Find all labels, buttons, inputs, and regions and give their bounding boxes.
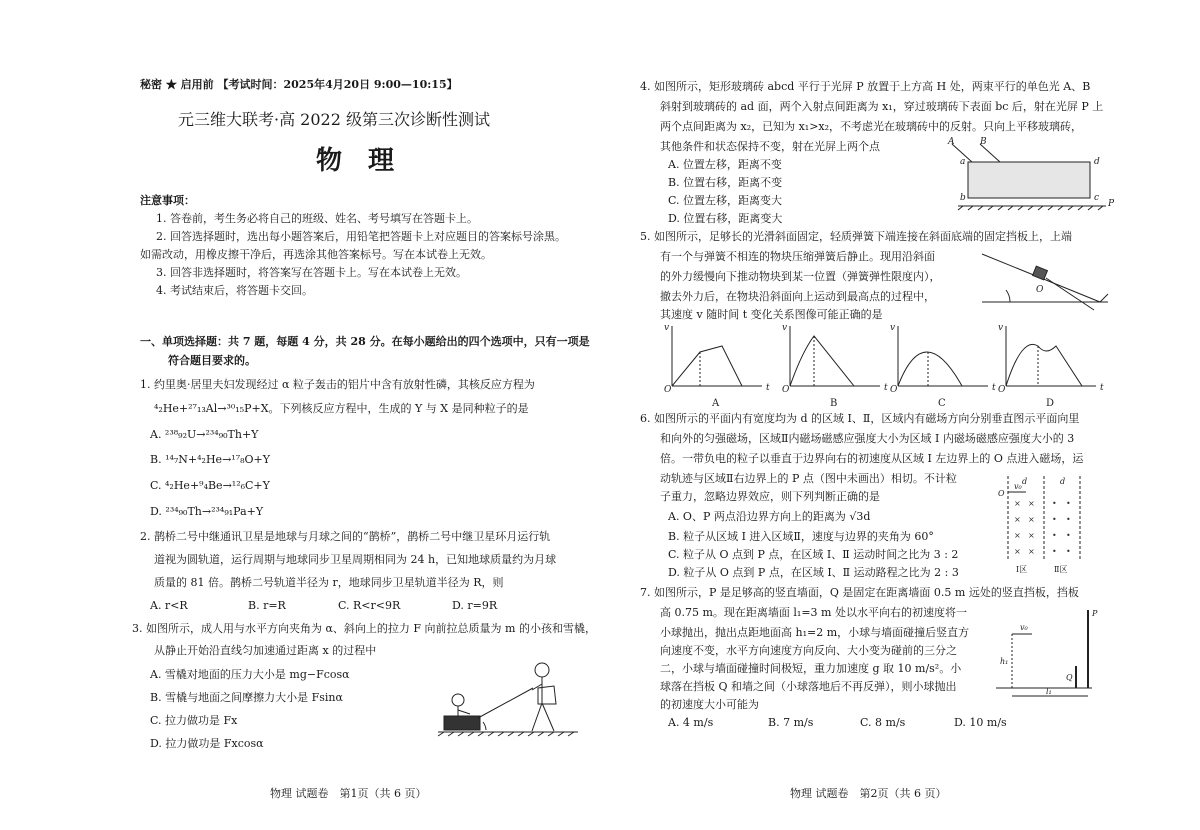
- q7-stem: 向速度不变，水平方向速度方向反向、大小变为碰前的三分之: [660, 644, 957, 657]
- fig-label: Ⅱ区: [1054, 565, 1068, 574]
- fig-label: b: [960, 193, 966, 203]
- fig-label: P: [1108, 199, 1115, 209]
- fig-label: l₁: [1046, 687, 1052, 696]
- graph-label: D: [1046, 398, 1055, 409]
- axis-label: v: [782, 323, 788, 333]
- graph-label: A: [712, 398, 720, 409]
- q2-option: C. R<r<9R: [338, 599, 401, 612]
- q1-option: B. ¹⁴₇N+⁴₂He→¹⁷₈O+Y: [150, 453, 271, 466]
- q1-option: A. ²³⁸₉₂U→²³⁴₉₀Th+Y: [150, 428, 259, 441]
- glass-block-figure: [938, 137, 1118, 216]
- q2-option: B. r=R: [248, 599, 286, 612]
- axis-label: O: [998, 385, 1006, 395]
- svg-text:•: •: [1052, 499, 1057, 508]
- fig-label: d: [1094, 157, 1100, 167]
- fig-label: Ⅰ区: [1016, 565, 1028, 574]
- axis-label: t: [1100, 383, 1104, 393]
- axis-label: v: [890, 323, 896, 333]
- svg-text:×: ×: [1028, 515, 1035, 524]
- notice-item: 1. 答卷前，考生务必将自己的班级、姓名、考号填写在答题卡上。: [156, 212, 478, 225]
- q3-option: A. 雪橇对地面的压力大小是 mg−Fcosα: [150, 668, 350, 681]
- q7-stem: 高 0.75 m。现在距离墙面 l₁=3 m 处以水平向右的初速度将一: [660, 606, 967, 619]
- axis-label: v: [664, 323, 670, 333]
- fig-label: d: [1060, 477, 1066, 486]
- q6-option: B. 粒子从区域 Ⅰ 进入区域Ⅱ，速度与边界的夹角为 60°: [668, 530, 934, 543]
- exam-title: 元三维大联考·高 2022 级第三次诊断性测试: [178, 110, 490, 129]
- svg-text:×: ×: [1014, 515, 1021, 524]
- fig-label: v₀: [1020, 623, 1028, 632]
- svg-text:•: •: [1052, 515, 1057, 524]
- q5-stem: 其速度 v 随时间 t 变化关系图像可能正确的是: [660, 308, 883, 321]
- svg-text:×: ×: [1014, 499, 1021, 508]
- q2-stem: 2. 鹊桥二号中继通讯卫星是地球与月球之间的“鹊桥”，鹊桥二号中继卫星环月运行轨: [140, 530, 551, 543]
- section-heading-cont: 符合题目要求的。: [168, 354, 256, 367]
- q7-stem: 的初速度大小可能为: [660, 698, 759, 711]
- svg-text:•: •: [1066, 531, 1071, 540]
- q2-option: D. r=9R: [452, 599, 498, 612]
- incline-figure: [980, 250, 1110, 310]
- q5-stem: 的外力缓慢向下推动物块到某一位置（弹簧弹性限度内），: [660, 270, 941, 283]
- q4-stem: 其他条件和状态保持不变，射在光屏上两个点: [660, 140, 880, 153]
- q7-stem: 球落在挡板 Q 和墙之间（小球落地后不再反弹），则小球抛出: [660, 680, 957, 693]
- q3-stem: 3. 如图所示，成人用与水平方向夹角为 α、斜向上的拉力 F 向前拉总质量为 m 的小孩和雪橇，: [132, 622, 596, 635]
- q2-option: A. r<R: [150, 599, 188, 612]
- svg-text:×: ×: [1028, 547, 1035, 556]
- q1-option: D. ²³⁴₉₀Th→²³⁴₉₁Pa+Y: [150, 505, 264, 518]
- q3-stem: 从静止开始沿直线匀加速通过距离 x 的过程中: [154, 644, 377, 657]
- fig-label: d: [1022, 477, 1028, 486]
- notice-title: 注意事项：: [140, 194, 195, 207]
- sled-figure: [438, 660, 578, 740]
- q4-stem: 4. 如图所示，矩形玻璃砖 abcd 平行于光屏 P 放置于上方高 H 处，两束平行的单色光 A、B: [640, 80, 1091, 93]
- fig-label: a: [960, 157, 966, 167]
- q7-option: C. 8 m/s: [860, 716, 906, 729]
- q3-option: B. 雪橇与地面之间摩擦力大小是 Fsinα: [150, 691, 343, 704]
- wall-figure: [992, 606, 1102, 702]
- svg-text:•: •: [1052, 547, 1057, 556]
- q6-stem: 6. 如图所示的平面内有宽度均为 d 的区域 Ⅰ、Ⅱ，区域内有磁场方向分别垂直图示平面向里: [640, 412, 1080, 425]
- q4-option: C. 位置左移，距离变大: [668, 194, 783, 207]
- q4-stem: 两个点间距离为 x₂，已知为 x₁>x₂，不考虑光在玻璃砖中的反射。只向上平移玻璃砖，: [660, 120, 1083, 133]
- q5-stem: 有一个与弹簧不相连的物块压缩弹簧后静止。现用沿斜面: [660, 250, 935, 263]
- svg-text:•: •: [1066, 499, 1071, 508]
- q6-option: D. 粒子从 O 点到 P 点，在区域 Ⅰ、Ⅱ 运动路程之比为 2 : 3: [668, 566, 959, 579]
- svg-text:•: •: [1052, 531, 1057, 540]
- q6-stem: 倍。一带负电的粒子以垂直于边界向右的初速度从区域 Ⅰ 左边界上的 O 点进入磁场，运: [660, 452, 1084, 465]
- fig-label: A: [948, 137, 955, 147]
- q4-option: A. 位置左移，距离不变: [668, 158, 782, 171]
- q1-stem: 1. 约里奥·居里夫妇发现经过 α 粒子轰击的铝片中含有放射性磷，其核反应方程为: [140, 378, 535, 391]
- svg-text:×: ×: [1028, 531, 1035, 540]
- axis-label: t: [766, 383, 770, 393]
- q6-option: C. 粒子从 O 点到 P 点，在区域 Ⅰ、Ⅱ 运动时间之比为 3 : 2: [668, 548, 959, 561]
- axis-label: O: [890, 385, 898, 395]
- fig-label: v₀: [1014, 482, 1022, 491]
- fig-label: B: [980, 137, 987, 147]
- magnetic-field-figure: [996, 476, 1096, 576]
- q2-stem: 道视为圆轨道，运行周期与地球同步卫星周期相同为 24 h，已知地球质量约为月球: [154, 553, 557, 566]
- q3-option: D. 拉力做功是 Fxcosα: [150, 737, 264, 750]
- q7-stem: 7. 如图所示，P 是足够高的竖直墙面，Q 是固定在距离墙面 0.5 m 远处的竖直挡板，挡板: [640, 586, 1079, 599]
- q7-option: D. 10 m/s: [954, 716, 1007, 729]
- notice-item: 2. 回答选择题时，选出每小题答案后，用铅笔把答题卡上对应题目的答案标号涂黑。: [156, 230, 566, 243]
- q5-stem: 撤去外力后，在物块沿斜面向上运动到最高点的过程中，: [660, 290, 935, 303]
- axis-label: O: [782, 385, 790, 395]
- q7-stem: 二，小球与墙面碰撞时间极短，重力加速度 g 取 10 m/s²。小: [660, 662, 962, 675]
- graph-label: C: [938, 398, 946, 409]
- notice-item: 3. 回答非选择题时，将答案写在答题卡上。写在本试卷上无效。: [156, 266, 467, 279]
- page-footer: 物理 试题卷 第2页（共 6 页）: [790, 787, 947, 800]
- svg-text:×: ×: [1014, 547, 1021, 556]
- notice-item: 4. 考试结束后，将答题卡交回。: [156, 284, 313, 297]
- section-heading: 一、单项选择题：共 7 题，每题 4 分，共 28 分。在每小题给出的四个选项中，只有一项是: [140, 335, 590, 348]
- vt-graphs: [662, 322, 1122, 408]
- fig-label: c: [1094, 193, 1100, 203]
- q4-option: B. 位置右移，距离不变: [668, 176, 783, 189]
- svg-text:•: •: [1066, 547, 1071, 556]
- q7-option: A. 4 m/s: [668, 716, 714, 729]
- q3-option: C. 拉力做功是 Fx: [150, 714, 238, 727]
- exam-header: 秘密 ★ 启用前 【考试时间：2025年4月20日 9:00—10:15】: [140, 78, 458, 91]
- axis-label: O: [664, 385, 672, 395]
- fig-label: O: [998, 489, 1005, 498]
- fig-label: h₁: [1000, 657, 1009, 666]
- q4-option: D. 位置右移，距离变大: [668, 212, 783, 225]
- q7-option: B. 7 m/s: [768, 716, 814, 729]
- q2-stem: 质量的 81 倍。鹊桥二号轨道半径为 r，地球同步卫星轨道半径为 R，则: [154, 576, 504, 589]
- q6-stem: 和向外的匀强磁场，区域Ⅱ内磁场磁感应强度大小为区域 Ⅰ 内磁场磁感应强度大小的 3: [660, 432, 1075, 445]
- subject-title: 物 理: [316, 146, 395, 176]
- axis-label: t: [992, 383, 996, 393]
- q1-option: C. ⁴₂He+⁹₄Be→¹²₆C+Y: [150, 479, 270, 492]
- notice-item: 如需改动，用橡皮擦干净后，再选涂其他答案标号。写在本试卷上无效。: [140, 248, 492, 261]
- page-footer: 物理 试题卷 第1页（共 6 页）: [270, 787, 427, 800]
- q5-stem: 5. 如图所示，足够长的光滑斜面固定，轻质弹簧下端连接在斜面底端的固定挡板上，上端: [640, 230, 1072, 243]
- svg-text:•: •: [1066, 515, 1071, 524]
- svg-text:×: ×: [1014, 531, 1021, 540]
- svg-text:×: ×: [1028, 499, 1035, 508]
- q7-stem: 小球抛出，抛出点距地面高 h₁=2 m，小球与墙面碰撞后竖直方: [660, 626, 970, 639]
- fig-label: P: [1092, 609, 1098, 618]
- fig-label: Q: [1066, 673, 1073, 682]
- fig-label: O: [1036, 285, 1044, 295]
- axis-label: v: [998, 323, 1004, 333]
- q6-stem: 子重力，忽略边界效应，则下列判断正确的是: [660, 490, 880, 503]
- q4-stem: 斜射到玻璃砖的 ad 面，两个入射点间距离为 x₁，穿过玻璃砖下表面 bc 后，射在光屏 P 上: [660, 100, 1104, 113]
- axis-label: t: [884, 383, 888, 393]
- q6-option: A. O、P 两点沿边界方向上的距离为 √3d: [668, 510, 871, 523]
- q1-stem: ⁴₂He+²⁷₁₃Al→³⁰₁₅P+X。下列核反应方程中，生成的 Y 与 X 是同种粒子的是: [154, 402, 529, 415]
- q6-stem: 动轨迹与区域Ⅱ右边界上的 P 点（图中未画出）相切。不计粒: [660, 472, 957, 485]
- graph-label: B: [830, 398, 838, 409]
